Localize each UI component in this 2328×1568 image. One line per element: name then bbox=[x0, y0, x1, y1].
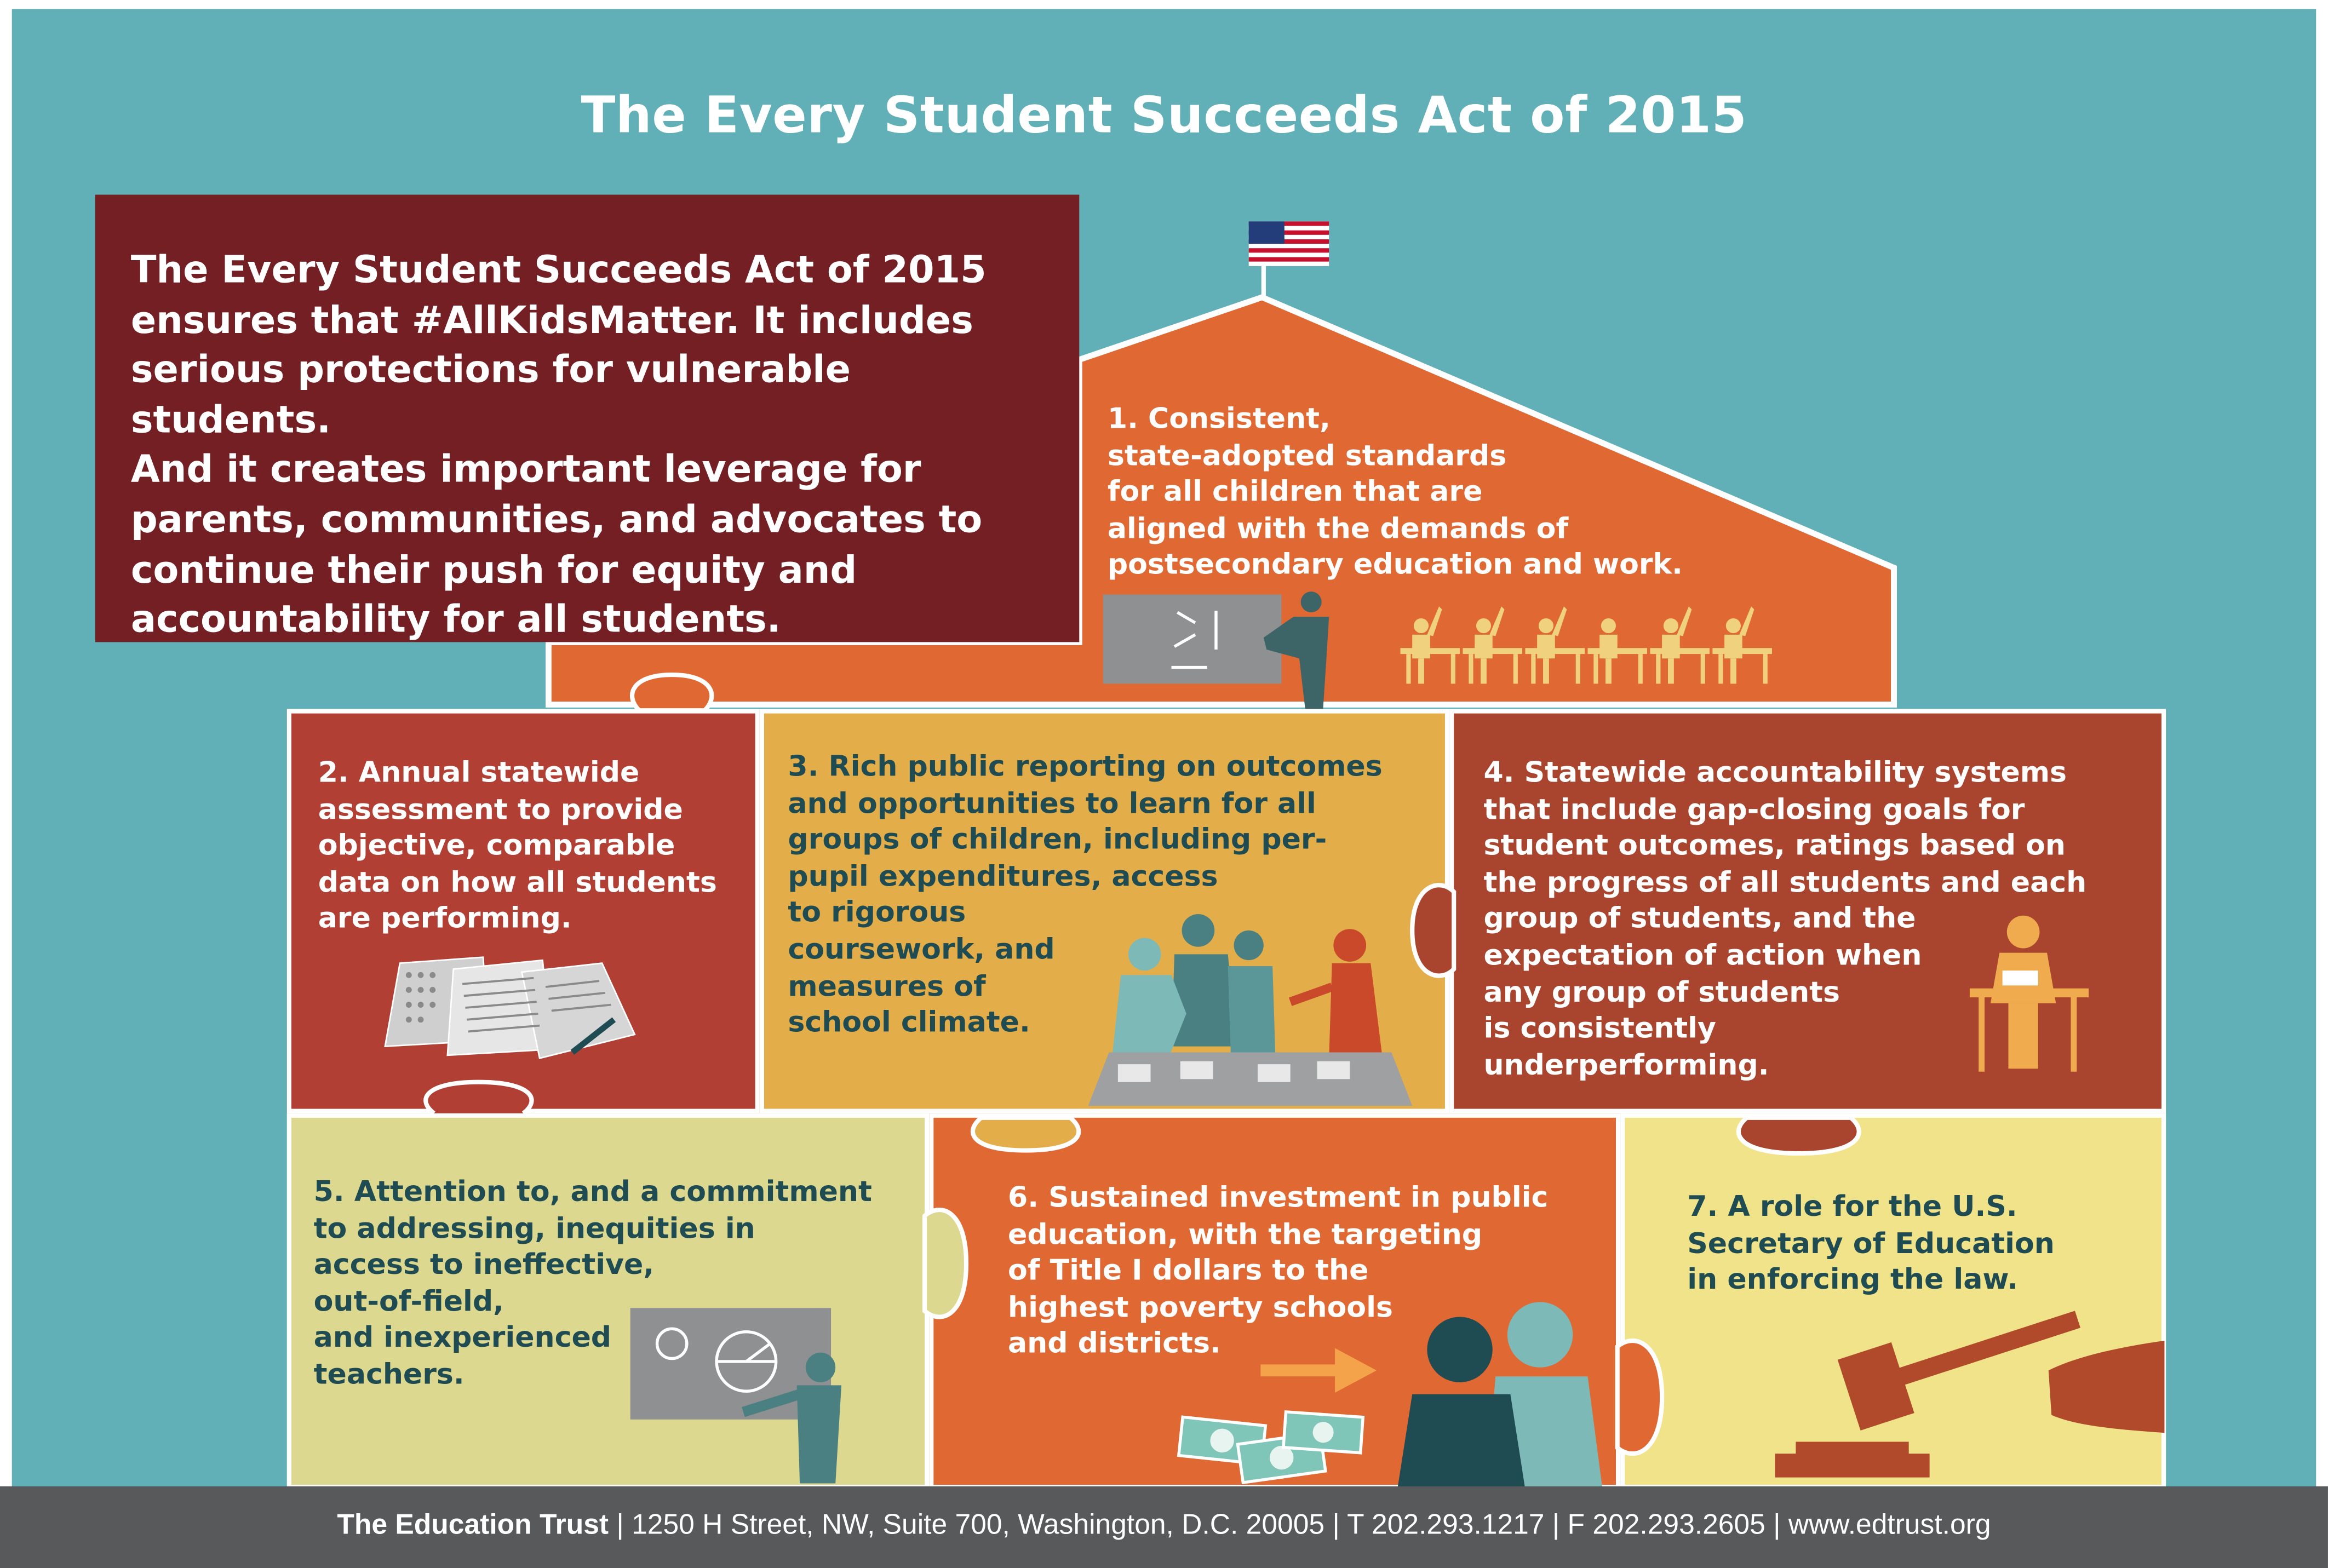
meeting-group-icon bbox=[1082, 910, 1417, 1118]
page-title: The Every Student Succeeds Act of 2015 bbox=[581, 86, 1747, 146]
item-7-text: 7. A role for the U.S. Secretary of Education in enforcing the law. bbox=[1687, 1189, 2055, 1297]
item-4-text: 4. Statewide accountability systems that include gap-closing goals for student outcomes, ratings based on the progress of all students and each group of students, and the expectation of action when any group of students is consistently underperforming. bbox=[1483, 755, 2087, 1082]
gavel-icon bbox=[1766, 1311, 2164, 1486]
item-3-text: 3. Rich public reporting on outcomes and opportunities to learn for all groups of children, including per- pupil expenditures, access to rigorous coursework, and measures of school climate. bbox=[788, 749, 1383, 1039]
item-5-text: 5. Attention to, and a commitment to addressing, inequities in access to ineffective, out-of-field, and inexperienced teachers. bbox=[313, 1174, 872, 1392]
money-icon bbox=[1174, 1412, 1368, 1486]
footer-org: The Education Trust bbox=[337, 1510, 609, 1542]
item-6-text: 6. Sustained investment in public education, with the targeting of Title I dollars to the highest poverty schools and districts. bbox=[1008, 1180, 1549, 1361]
teacher-board-icon bbox=[630, 1308, 876, 1486]
intro-text: The Every Student Succeeds Act of 2015 ensures that #AllKidsMatter. It includes serious protections for vulnerable students. And it creates important leverage for parents, communities, and advocates to continue their push for equity and accountability for all students. bbox=[130, 248, 987, 641]
footer-text bbox=[0, 1510, 2328, 1543]
item-2-text: 2. Annual statewide assessment to provide objective, comparable data on how all students are performing. bbox=[318, 755, 717, 936]
footer-address: | 1250 H Street, NW, Suite 700, Washington, D.C. 20005 | T 202.293.1217 | F 202.293.2605 | www.edtrust.org bbox=[609, 1510, 1991, 1542]
arrow-right-icon bbox=[1260, 1345, 1379, 1395]
item-1-text: 1. Consistent, state-adopted standards for all children that are aligned with the demands of postsecondary education and work. bbox=[1107, 401, 1683, 582]
test-papers-icon bbox=[379, 951, 647, 1070]
student-at-desk-icon bbox=[1970, 914, 2089, 1078]
footer-bar bbox=[0, 1486, 2328, 1568]
people-icon bbox=[1391, 1296, 1614, 1490]
